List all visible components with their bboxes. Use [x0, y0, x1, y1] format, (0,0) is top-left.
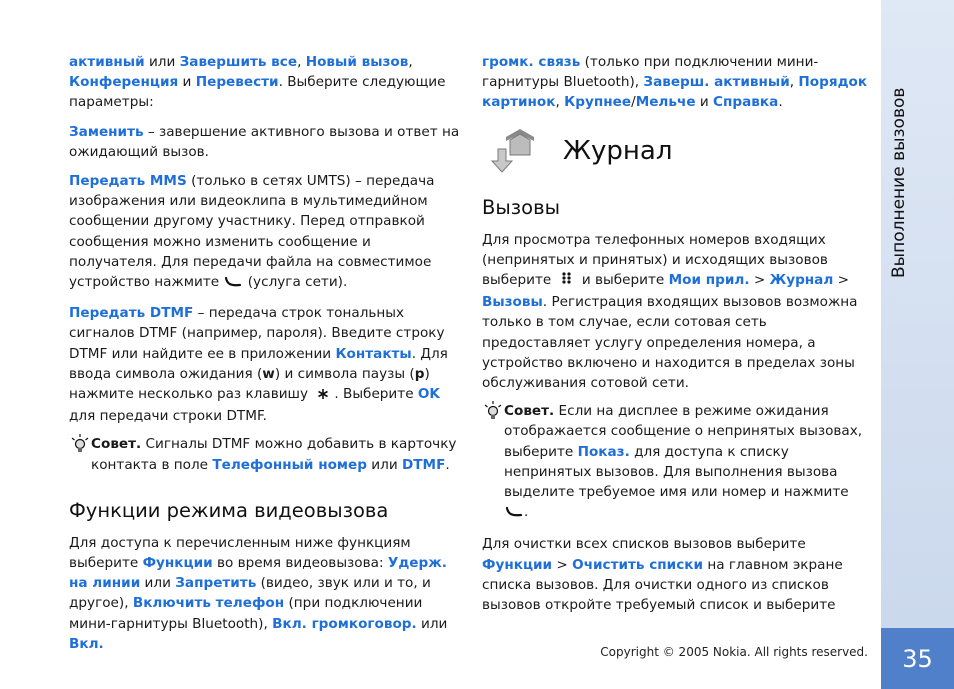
keyword: Передать DTMF [69, 305, 194, 322]
keyword: Передать MMS [69, 173, 187, 190]
tip-bulb-icon [69, 434, 91, 474]
tip-bulb-icon [482, 401, 504, 524]
keyword: Мои прил. [668, 272, 750, 289]
title-row [482, 129, 870, 175]
keyword: Телефонный номер [212, 456, 367, 473]
call-key-icon [504, 504, 524, 524]
copyright-footer: Copyright © 2005 Nokia. All rights reserved. [600, 645, 868, 659]
keyword: Мельче [635, 94, 696, 111]
keyword: Запретить [175, 575, 257, 592]
paragraph-continued: громк. связь (только при подключении мини-гарнитуры Bluetooth), Заверш. активный, Порядок картинок, Крупнее/Мельче и Справка. [482, 54, 868, 111]
keyword: Функции [482, 556, 553, 573]
paragraph-send-dtmf: Передать DTMF – передача строк тональных сигналов DTMF (например, пароля). Введите строку DTMF или найдите ее в приложении Контакты. Для ввода символа ожидания (w) и символа паузы (p) нажмите несколько раз клавишу . Выберите OK для передачи строки DTMF. [69, 305, 448, 425]
paragraph-clear-lists: Для очистки всех списков вызовов выберите Функции > Очистить списки на главном экране списка вызовов. Для очистки одного из списков вызовов откройте требуемый список и выберите [482, 536, 843, 614]
right-column [482, 52, 870, 615]
keyword: Порядок картинок [482, 74, 868, 111]
paragraph-replace: Заменить – завершение активного вызова и ответ на ожидающий вызов. [69, 123, 460, 160]
keyword: Завершить все [179, 54, 298, 70]
section-heading: Функции режима видеовызова [69, 498, 389, 522]
keyword: OK [417, 386, 440, 403]
keyword: Функции [142, 555, 213, 572]
keyword: Заменить [69, 123, 144, 140]
log-icon [484, 129, 536, 179]
star-key-icon [312, 386, 334, 406]
tip-dtmf: Совет. Сигналы DTMF можно добавить в карточку контакта в поле Телефонный номер или DTMF. [69, 434, 461, 474]
keyword: громк. связь [482, 54, 581, 70]
left-column [69, 52, 461, 654]
keyword: Крупнее [564, 94, 632, 111]
section-heading: Вызовы [482, 195, 560, 219]
call-key-icon [223, 274, 243, 294]
page-number: 35 [881, 628, 954, 689]
keyword: Новый вызов [305, 54, 409, 70]
keyword: Показ. [577, 443, 630, 460]
keyword: Заверш. активный [643, 74, 790, 91]
tip-missed-calls: Совет. Если на дисплее в режиме ожидания отображается сообщение о непринятых вызовах, выберите Показ. для доступа к списку непринятых вызовов. Для выполнения вызова выделите требуемое имя или номер и нажмите . [482, 401, 870, 524]
keyword: Вкл. [69, 635, 104, 652]
keyword: Удерж. на линии [69, 555, 447, 592]
keyword: Конференция [69, 74, 179, 91]
keyword: DTMF [401, 456, 446, 473]
keyword: Журнал [769, 272, 834, 289]
paragraph-send-mms: Передать MMS (только в сетях UMTS) – передача изображения или видеоклипа в мультимедийном сообщении другому участнику. Перед отправкой сообщения можно изменить сообщение и получателя. Для передачи файла на совместимое устройство нажмите (услуга сети). [69, 171, 461, 294]
keyword: Включить телефон [132, 595, 285, 612]
page-title: Журнал [563, 135, 673, 166]
menu-key-icon [556, 270, 578, 292]
keyword: Вызовы [482, 294, 543, 311]
keyword: Перевести [195, 74, 279, 91]
keyword: Очистить списки [572, 556, 704, 573]
keyword: Контакты [335, 345, 412, 362]
paragraph-video-functions: Для доступа к перечисленным ниже функциям выберите Функции во время видеовызова: Удерж. на линии или Запретить (видео, звук или и то, и другое), Включить телефон (при подключении мини-гарнитуры Bluetooth), Вкл. громкоговор. или Вкл. [69, 534, 448, 652]
paragraph-call-options: активный или Завершить все, Новый вызов, Конференция и Перевести. Выберите следующие параметры: [69, 54, 446, 111]
paragraph-calls: Для просмотра телефонных номеров входящих (непринятых и принятых) и исходящих вызовов выберите и выберите Мои прил. > Журнал > Вызовы. Регистрация входящих вызовов возможна только в том случае, если сотовая сеть предоставляет услугу определения номера, а устройство включено и находится в пределах зоны обслуживания сотовой сети. [482, 231, 858, 392]
keyword: Вкл. громкоговор. [272, 615, 417, 632]
keyword: Справка [713, 94, 779, 111]
section-title: Выполнение вызовов [889, 87, 909, 278]
keyword: активный [69, 54, 145, 70]
